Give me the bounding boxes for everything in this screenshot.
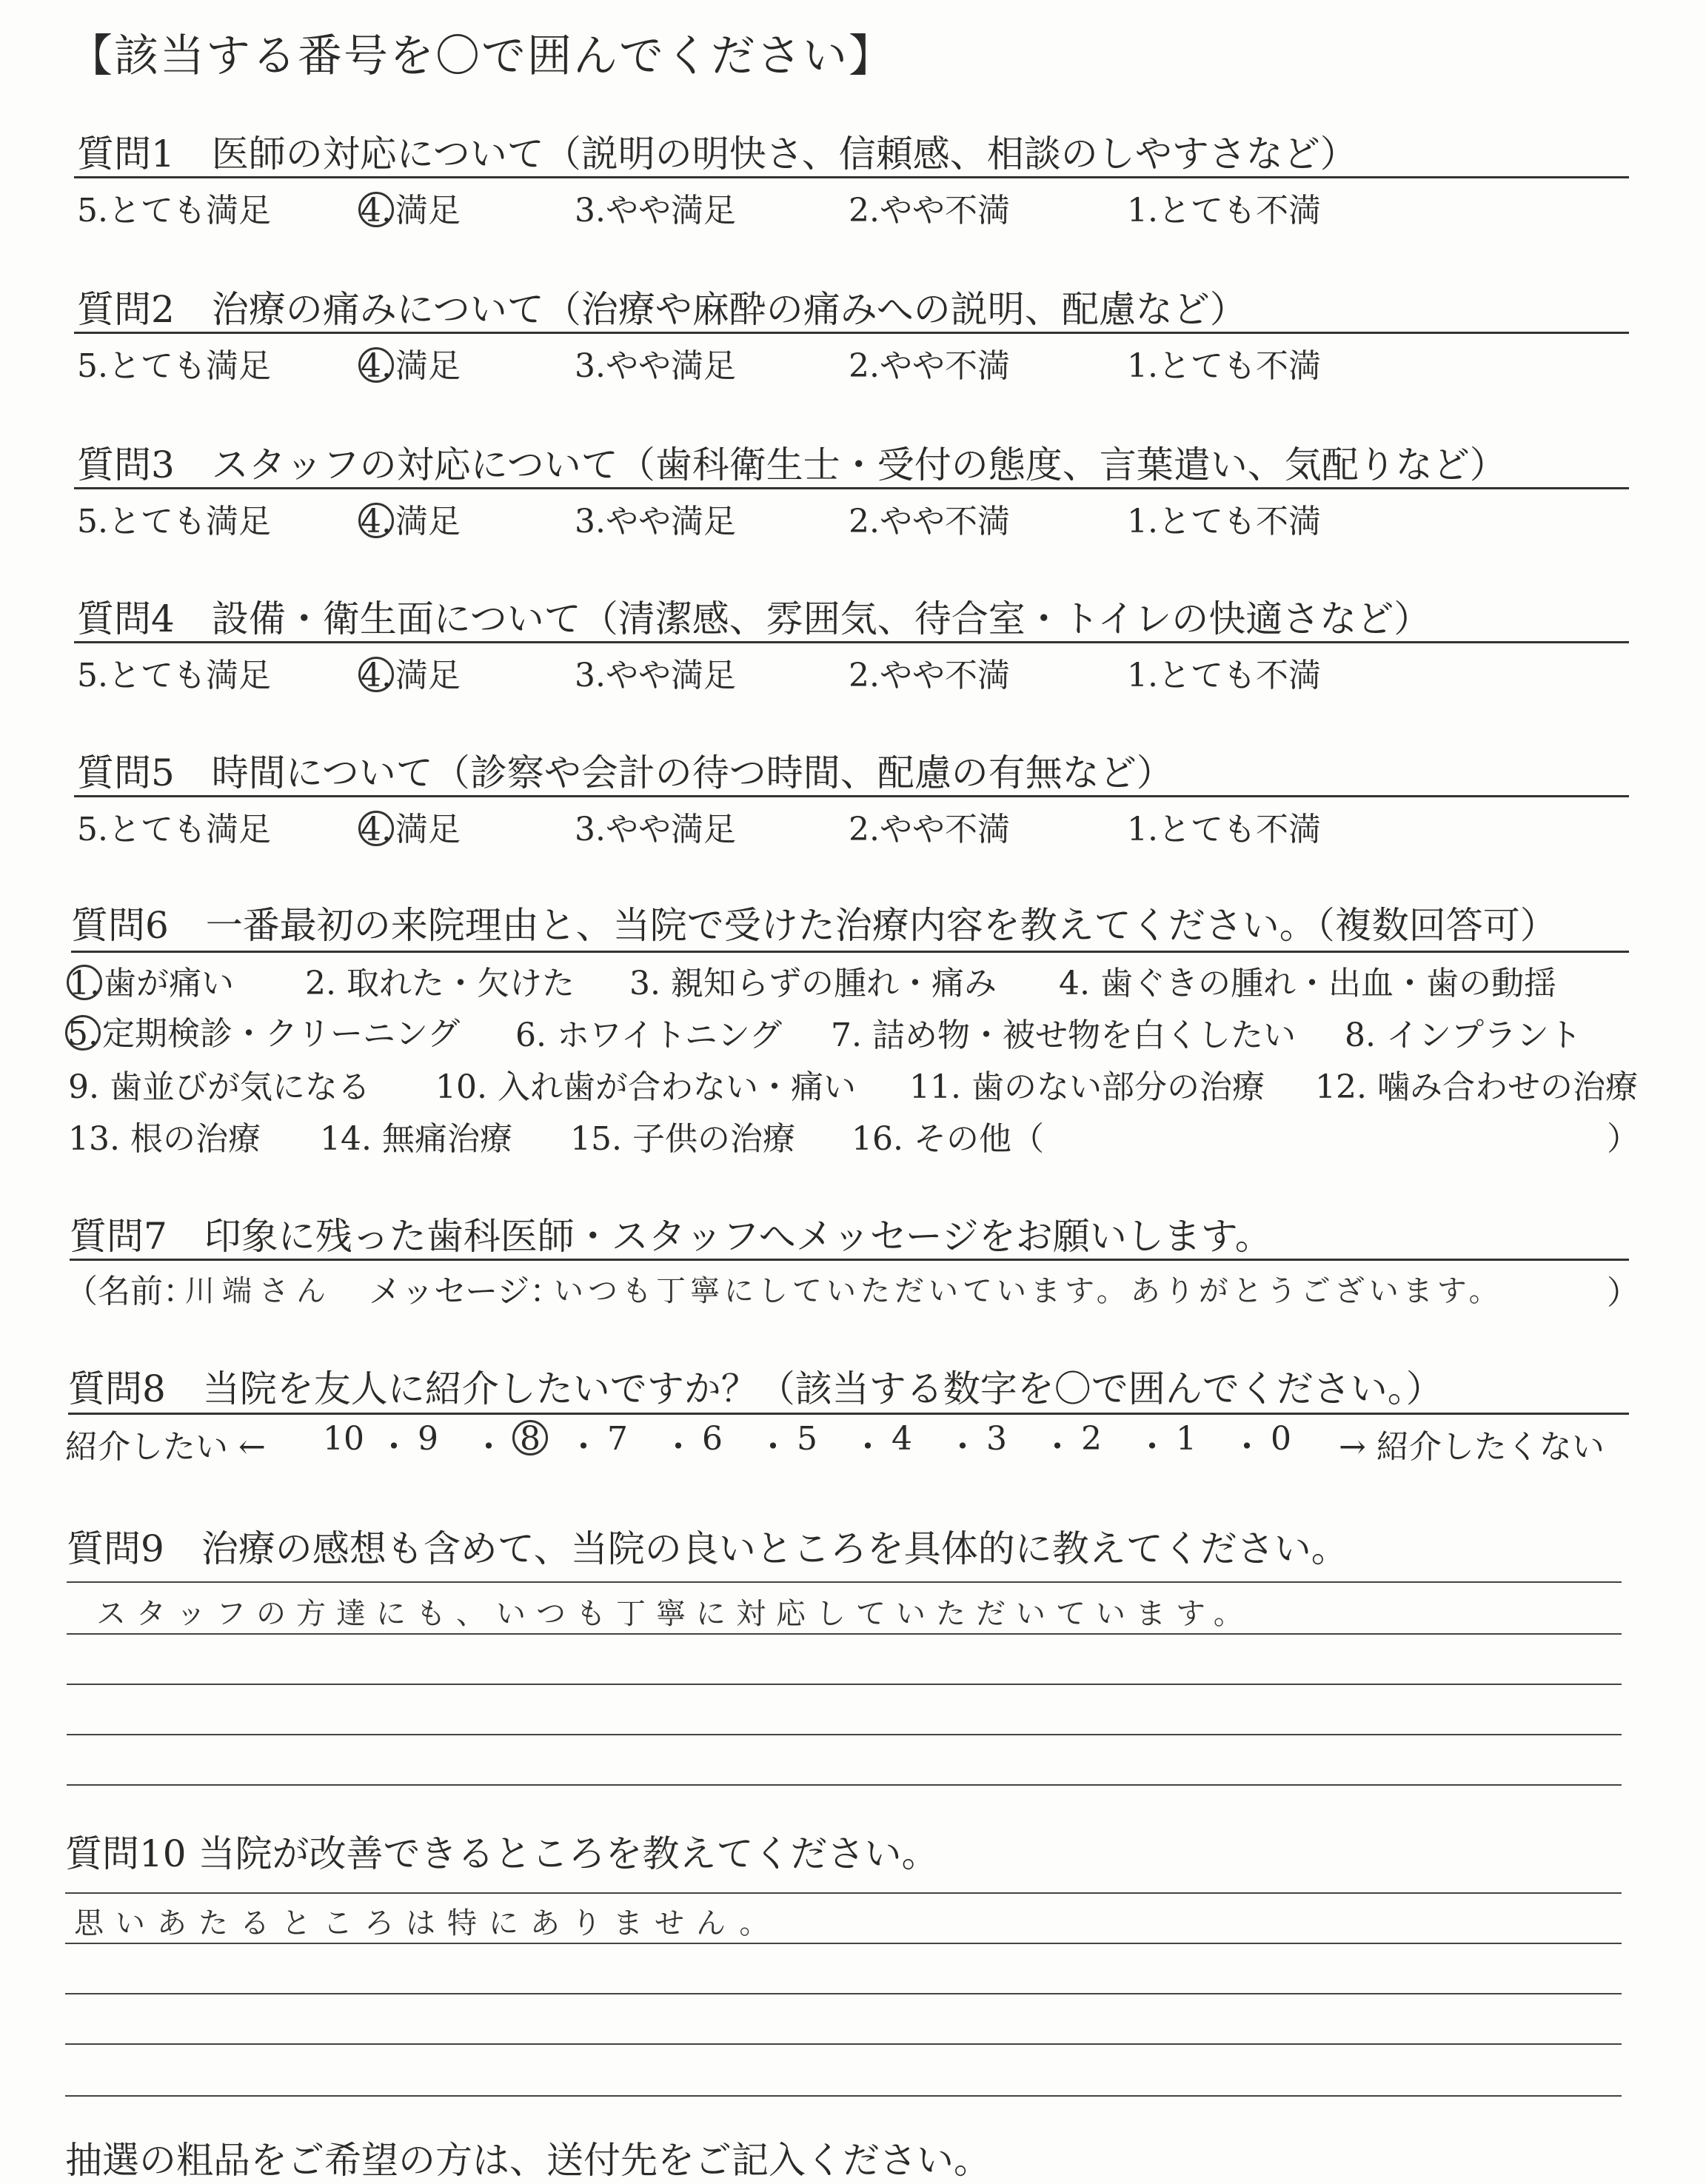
q6-option-3[interactable]: 3. 親知らずの腫れ・痛み — [629, 965, 997, 1002]
q8-scale-number-8[interactable] — [512, 1420, 549, 1458]
q6-option-9[interactable]: 9. 歯並びが気になる — [68, 1068, 370, 1106]
q4-rating-circle-mark: 4. — [358, 657, 394, 692]
q5-rating-option-5[interactable]: 5.とても満足 — [77, 811, 271, 848]
question-4-rule — [74, 641, 1629, 643]
question-3-title: 質問3 スタッフの対応について（歯科衛生士・受付の態度、言葉遣い、気配りなど） — [77, 443, 1507, 486]
q6-option-13[interactable]: 13. 根の治療 — [68, 1120, 261, 1158]
q8-scale-number-6[interactable]: 6 — [702, 1420, 723, 1458]
q1-rating-option-1[interactable]: 1.とても不満 — [1127, 192, 1321, 230]
q10-line-3 — [65, 2043, 1622, 2045]
question-5-rule — [74, 795, 1629, 797]
q6-option-15[interactable]: 15. 子供の治療 — [570, 1120, 795, 1158]
q6-option-4[interactable]: 4. 歯ぐきの腫れ・出血・歯の動揺 — [1059, 965, 1556, 1002]
q7-answer-message[interactable]: いつも丁寧にしていただいています。ありがとうございます。 — [554, 1274, 1503, 1308]
question-6-title: 質問6 一番最初の来院理由と、当院で受けた治療内容を教えてください。（複数回答可） — [71, 904, 1557, 947]
q5-rating-circle-mark: 4. — [358, 811, 394, 846]
q3-rating-circle-mark: 4. — [358, 503, 394, 538]
q6-option-6[interactable]: 6. ホワイトニング — [515, 1016, 783, 1054]
q8-scale-separator: ・ — [472, 1428, 505, 1466]
q2-rating-option-1[interactable]: 1.とても不満 — [1127, 347, 1321, 385]
q8-scale-separator: ・ — [946, 1428, 979, 1466]
q7-answer-close: ） — [1607, 1274, 1639, 1312]
question-1-title: 質問1 医師の対応について（説明の明快さ、信頼感、相談のしやすさなど） — [77, 133, 1357, 175]
q5-rating-option-3[interactable]: 3.やや満足 — [575, 811, 736, 848]
q8-scale-number-5[interactable]: 5 — [797, 1420, 817, 1458]
q6-option-16[interactable]: 16. その他（ — [852, 1120, 1044, 1158]
q10-line-2 — [65, 1993, 1622, 1994]
q8-scale-circle-mark: 8 — [512, 1420, 548, 1456]
q6-option-2[interactable]: 2. 取れた・欠けた — [305, 965, 575, 1002]
q6-option-11[interactable]: 11. 歯のない部分の治療 — [909, 1068, 1265, 1106]
q8-scale-separator: ・ — [757, 1428, 789, 1466]
q7-message-label: メッセージ： — [369, 1273, 563, 1310]
q8-scale-number-9[interactable]: 9 — [418, 1420, 438, 1458]
q9-answer[interactable]: スタッフの方達にも、いつも丁寧に対応していただいています。 — [96, 1597, 1254, 1631]
q8-scale-number-0[interactable]: 0 — [1271, 1420, 1291, 1458]
q2-rating-option-4[interactable] — [358, 339, 461, 386]
q9-line-1 — [67, 1633, 1622, 1635]
q1-rating-option-2[interactable]: 2.やや不満 — [849, 192, 1010, 230]
question-3-rule — [74, 487, 1629, 489]
q8-scale-separator: ・ — [1136, 1428, 1168, 1466]
q8-scale-left-label: 紹介したい ← — [65, 1428, 266, 1466]
q4-rating-option-1[interactable]: 1.とても不満 — [1127, 657, 1321, 694]
q9-line-3 — [67, 1734, 1622, 1735]
q8-scale-number-4[interactable]: 4 — [892, 1420, 912, 1458]
q1-rating-option-3[interactable]: 3.やや満足 — [575, 192, 736, 230]
q8-scale-number-1[interactable]: 1 — [1176, 1420, 1197, 1458]
q1-rating-circle-mark: 4. — [358, 192, 394, 227]
q6-option-5-label: 定期検診・クリーニング — [102, 1015, 461, 1053]
q6-option-5[interactable] — [65, 1007, 460, 1054]
question-10-title: 質問10 当院が改善できるところを教えてください。 — [65, 1832, 939, 1875]
q10-answer[interactable]: 思いあたるところは特にありません。 — [74, 1906, 781, 1940]
q3-rating-option-4[interactable] — [358, 495, 461, 542]
q3-rating-option-1[interactable]: 1.とても不満 — [1127, 503, 1321, 540]
q8-scale-right-label: → 紹介したくない — [1339, 1428, 1605, 1466]
q6-option-5-mark: 5. — [65, 1015, 101, 1051]
q10-line-1 — [65, 1943, 1622, 1944]
q4-rating-option-5[interactable]: 5.とても満足 — [77, 657, 271, 694]
q2-rating-option-2[interactable]: 2.やや不満 — [849, 347, 1010, 385]
q6-option-1[interactable] — [67, 957, 234, 1004]
footer-partial-text: 抽選の粗品をご希望の方は、送付先をご記入ください。 — [65, 2139, 991, 2182]
q3-rating-option-label: 満足 — [395, 503, 461, 540]
q4-rating-option-3[interactable]: 3.やや満足 — [575, 657, 736, 694]
q2-rating-option-5[interactable]: 5.とても満足 — [77, 347, 271, 385]
q9-line-2 — [67, 1684, 1622, 1685]
q6-option-12[interactable]: 12. 噛み合わせの治療 — [1315, 1068, 1638, 1106]
q8-scale-separator: ・ — [662, 1428, 695, 1466]
q3-rating-option-5[interactable]: 5.とても満足 — [77, 503, 271, 540]
q4-rating-option-label: 満足 — [395, 657, 461, 694]
q3-rating-option-2[interactable]: 2.やや不満 — [849, 503, 1010, 540]
question-7-rule — [70, 1259, 1629, 1261]
question-2-rule — [74, 332, 1629, 334]
q9-line-4 — [67, 1784, 1622, 1786]
question-8-rule — [68, 1413, 1629, 1415]
q6-option-1-label: 歯が痛い — [104, 965, 234, 1002]
q10-line-4 — [65, 2095, 1622, 2097]
q8-scale-number-3[interactable]: 3 — [986, 1420, 1007, 1458]
q5-rating-option-1[interactable]: 1.とても不満 — [1127, 811, 1321, 848]
q6-option-7[interactable]: 7. 詰め物・被せ物を白くしたい — [831, 1016, 1296, 1054]
q8-scale-separator: ・ — [1041, 1428, 1074, 1466]
q9-line-top — [67, 1581, 1622, 1583]
q8-scale-number-2[interactable]: 2 — [1081, 1420, 1102, 1458]
q2-rating-circle-mark: 4. — [358, 347, 394, 383]
q7-answer-open: （名前： — [65, 1273, 195, 1310]
form-header: 【該当する番号を〇で囲んでください】 — [68, 30, 894, 82]
question-7-title: 質問7 印象に残った歯科医師・スタッフへメッセージをお願いします。 — [70, 1215, 1272, 1258]
q1-rating-option-label: 満足 — [395, 192, 461, 230]
question-6-rule — [71, 951, 1629, 953]
q6-option-1-mark: 1. — [67, 965, 102, 1000]
q8-scale-separator: ・ — [567, 1428, 600, 1466]
q5-rating-option-label: 満足 — [395, 811, 461, 848]
q2-rating-option-label: 満足 — [395, 347, 461, 385]
q4-rating-option-2[interactable]: 2.やや不満 — [849, 657, 1010, 694]
q4-rating-option-4[interactable] — [358, 649, 461, 696]
question-8-title: 質問8 当院を友人に紹介したいですか？（該当する数字を〇で囲んでください。） — [68, 1367, 1443, 1410]
q6-option-16-close: ） — [1607, 1120, 1639, 1158]
q5-rating-option-2[interactable]: 2.やや不満 — [849, 811, 1010, 848]
q6-option-8[interactable]: 8. インプラント — [1345, 1016, 1582, 1054]
q10-line-top — [65, 1892, 1622, 1894]
question-4-title: 質問4 設備・衛生面について（清潔感、雰囲気、待合室・トイレの快適さなど） — [77, 597, 1431, 640]
q3-rating-option-3[interactable]: 3.やや満足 — [575, 503, 736, 540]
question-1-rule — [74, 176, 1629, 178]
q1-rating-option-5[interactable]: 5.とても満足 — [77, 192, 271, 230]
q5-rating-option-4[interactable] — [358, 803, 461, 850]
q6-option-10[interactable]: 10. 入れ歯が合わない・痛い — [435, 1068, 856, 1106]
q2-rating-option-3[interactable]: 3.やや満足 — [575, 347, 736, 385]
q7-answer-name[interactable]: 川端さん — [185, 1274, 333, 1308]
q6-option-14[interactable]: 14. 無痛治療 — [320, 1120, 512, 1158]
q8-scale-separator: ・ — [1231, 1428, 1263, 1466]
q8-scale-separator: ・ — [852, 1428, 884, 1466]
q1-rating-option-4[interactable] — [358, 184, 461, 231]
q8-scale-separator: ・ — [378, 1428, 410, 1466]
q8-scale-number-10[interactable]: 10 — [323, 1420, 364, 1458]
question-5-title: 質問5 時間について（診察や会計の待つ時間、配慮の有無など） — [77, 751, 1174, 794]
q8-scale-number-7[interactable]: 7 — [607, 1420, 628, 1458]
question-2-title: 質問2 治療の痛みについて（治療や麻酔の痛みへの説明、配慮など） — [77, 288, 1247, 331]
question-9-title: 質問9 治療の感想も含めて、当院の良いところを具体的に教えてください。 — [67, 1527, 1348, 1570]
